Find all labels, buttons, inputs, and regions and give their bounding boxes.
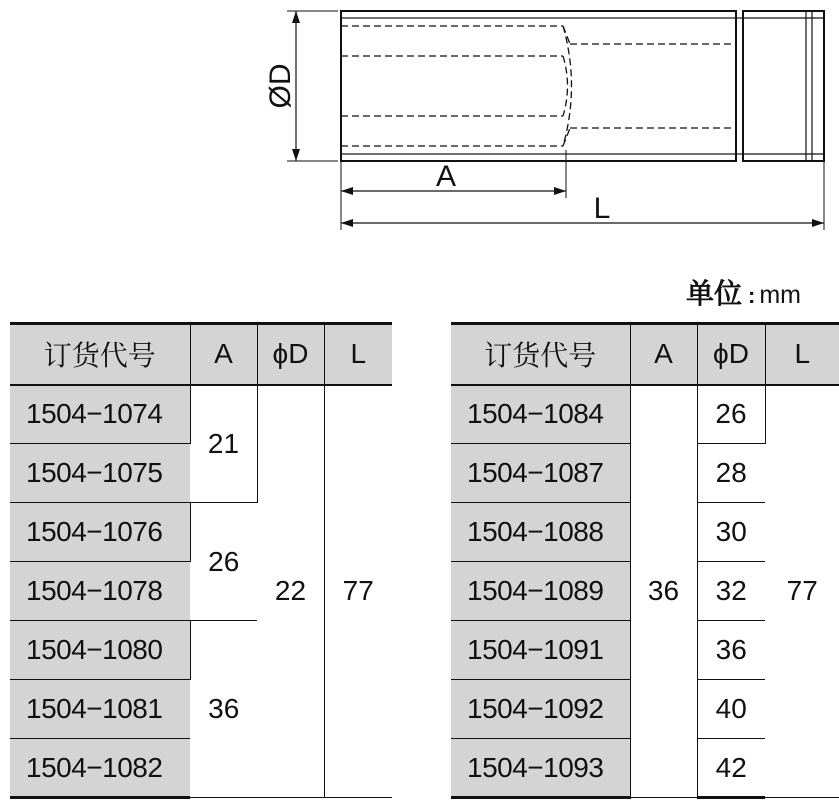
diameter-value-cell: 36: [697, 621, 765, 680]
header-diameter: ϕD: [697, 324, 765, 385]
l-value-cell: 77: [324, 385, 392, 798]
diameter-value-cell: 22: [257, 385, 324, 798]
table-row: [10, 385, 392, 444]
a-value-cell: 36: [630, 385, 697, 798]
header-order-code: 订货代号: [10, 324, 190, 385]
header-diameter: ϕD: [257, 324, 324, 385]
order-code-cell: 1504−1091: [451, 621, 630, 680]
unit-note: [686, 272, 801, 312]
l-value-cell: 77: [765, 385, 839, 798]
table-row: [451, 385, 839, 444]
diameter-value-cell: 26: [697, 385, 765, 444]
header-l: L: [324, 324, 392, 385]
technical-drawing: [0, 0, 839, 250]
spec-table-left: [10, 322, 392, 799]
order-code-cell: 1504−1078: [10, 562, 190, 621]
order-code-cell: 1504−1076: [10, 503, 190, 562]
header-a: A: [190, 324, 257, 385]
unit-separator: :: [748, 283, 756, 308]
a-value-cell: 26: [190, 503, 257, 621]
unit-value: mm: [759, 281, 801, 309]
diameter-label: ØD: [264, 63, 297, 109]
spec-table-right: [451, 322, 839, 799]
order-code-cell: 1504−1092: [451, 680, 630, 739]
order-code-cell: 1504−1074: [10, 385, 190, 444]
order-code-cell: 1504−1075: [10, 444, 190, 503]
dimension-a-label: A: [435, 160, 457, 193]
diameter-value-cell: 32: [697, 562, 765, 621]
diameter-value-cell: 30: [697, 503, 765, 562]
header-order-code: 订货代号: [451, 324, 630, 385]
order-code-cell: 1504−1084: [451, 385, 630, 444]
order-code-cell: 1504−1080: [10, 621, 190, 680]
order-code-cell: 1504−1081: [10, 680, 190, 739]
a-value-cell: 21: [190, 385, 257, 503]
header-a: A: [630, 324, 697, 385]
order-code-cell: 1504−1089: [451, 562, 630, 621]
order-code-cell: 1504−1088: [451, 503, 630, 562]
header-l: L: [765, 324, 839, 385]
diameter-value-cell: 40: [697, 680, 765, 739]
dimension-l-label: L: [593, 192, 611, 225]
a-value-cell: 36: [190, 621, 257, 798]
diameter-value-cell: 28: [697, 444, 765, 503]
unit-label: 单位: [686, 278, 743, 309]
order-code-cell: 1504−1093: [451, 739, 630, 798]
order-code-cell: 1504−1087: [451, 444, 630, 503]
order-code-cell: 1504−1082: [10, 739, 190, 798]
diameter-value-cell: 42: [697, 739, 765, 798]
